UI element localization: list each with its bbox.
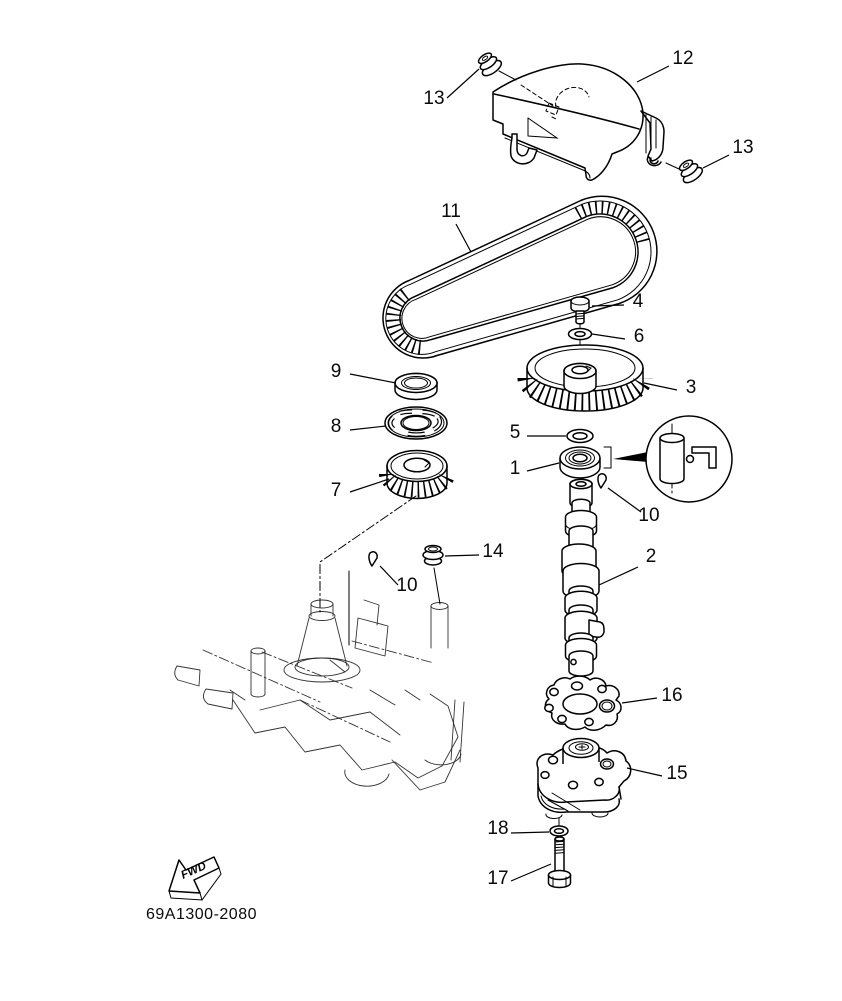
callout-10a: 10 <box>638 505 660 526</box>
callout-14: 14 <box>482 541 504 562</box>
oil-seal <box>395 374 437 400</box>
callout-10b: 10 <box>396 575 418 596</box>
leader-10a <box>608 488 641 512</box>
leader-13a <box>447 69 479 98</box>
callout-4: 4 <box>632 291 644 312</box>
drawing-number: 69A1300-2080 <box>146 906 257 923</box>
anode-plug <box>423 546 443 566</box>
bearing <box>560 447 600 478</box>
detail-arrow <box>613 452 648 462</box>
callout-13b: 13 <box>732 137 754 158</box>
pump-bolt <box>549 837 571 888</box>
assembly-lines <box>320 496 440 645</box>
engine-block-sketch <box>175 600 464 790</box>
leader-8 <box>350 426 386 430</box>
callout-17: 17 <box>487 868 509 889</box>
callout-8: 8 <box>330 416 342 437</box>
callout-18: 18 <box>487 818 509 839</box>
centerline-14-to-block <box>434 568 440 604</box>
fwd-arrow <box>169 857 221 900</box>
thrust-washer <box>567 430 593 443</box>
callout-1: 1 <box>509 458 521 479</box>
callout-9: 9 <box>330 361 342 382</box>
oil-pump-gasket <box>545 676 621 730</box>
callout-11: 11 <box>441 201 461 222</box>
callout-16: 16 <box>661 685 683 706</box>
callout-2: 2 <box>645 546 657 567</box>
leader-2 <box>599 567 638 585</box>
leader-6 <box>592 334 625 339</box>
leader-12 <box>637 66 669 82</box>
detail-bracket <box>604 447 611 468</box>
cover-screw-top-left <box>474 49 504 78</box>
camshaft <box>562 479 604 676</box>
leader-17 <box>511 864 551 881</box>
leader-10b <box>380 566 398 585</box>
pump-bolt-washer <box>550 826 568 836</box>
leader-15 <box>627 768 662 776</box>
callout-7: 7 <box>330 480 342 501</box>
inset-detail-circle <box>646 416 732 502</box>
leader-9 <box>350 374 396 383</box>
callout-3: 3 <box>685 377 697 398</box>
fwd-label: FWD <box>179 860 209 882</box>
sprocket-bolt-washer <box>569 329 592 340</box>
dowel-pin-left <box>369 552 377 566</box>
leader-4 <box>592 305 624 306</box>
callout-5: 5 <box>509 422 521 443</box>
timing-belt <box>383 196 657 358</box>
callout-12: 12 <box>672 48 694 69</box>
drive-sprocket <box>387 451 447 499</box>
leader-18 <box>511 832 549 833</box>
cover-screw-right <box>675 156 705 185</box>
timing-belt-cover <box>493 64 679 180</box>
dowel-pin-right <box>598 474 606 488</box>
leader-16 <box>622 698 657 703</box>
leader-14 <box>445 555 479 556</box>
leader-13b <box>703 155 729 168</box>
driven-sprocket <box>527 345 643 411</box>
callout-13a: 13 <box>423 88 445 109</box>
callout-6: 6 <box>633 326 645 347</box>
leader-11 <box>456 224 471 252</box>
sprocket-bolt <box>571 297 589 324</box>
retainer-plate <box>385 407 447 439</box>
leader-7 <box>350 479 389 492</box>
callout-15: 15 <box>666 763 688 784</box>
oil-pump <box>537 739 631 827</box>
cover-hinge-bracket <box>641 111 664 161</box>
leader-1 <box>527 463 559 471</box>
